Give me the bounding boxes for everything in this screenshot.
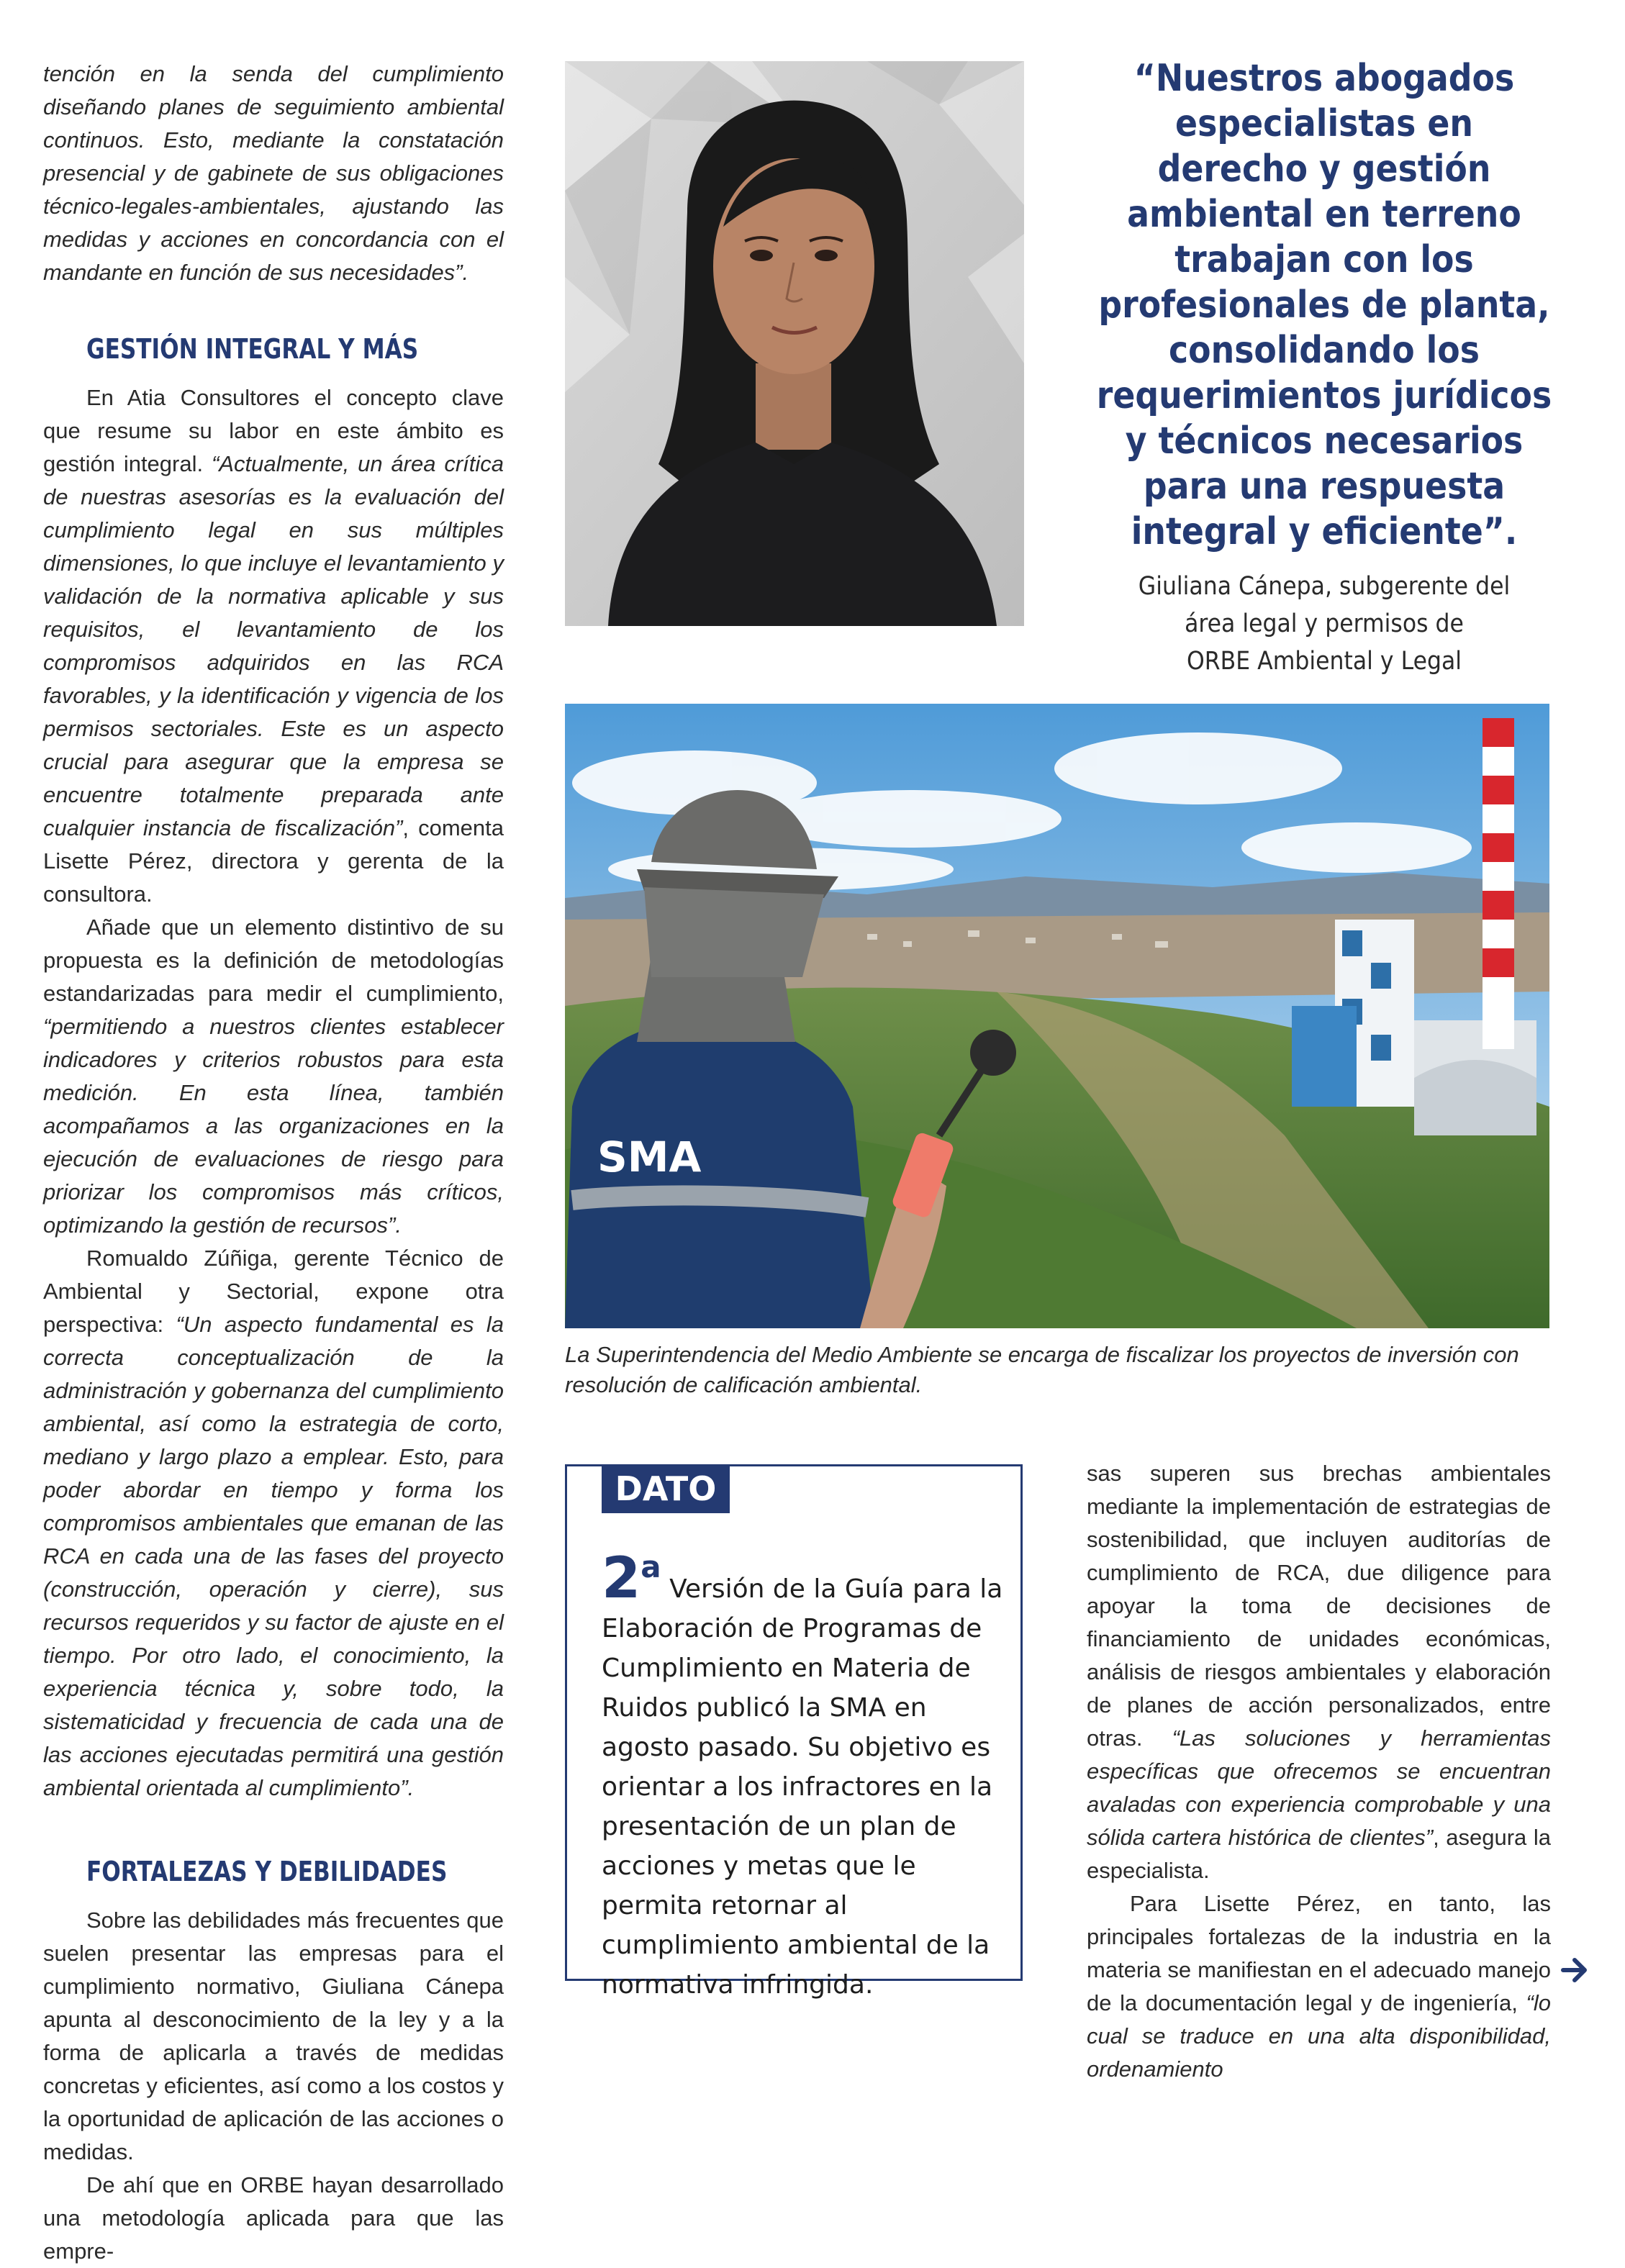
left-paragraph-3: Añade que un elemento distintivo de su propuesta es la definición de metodologías estandarizadas para medir el cumplimiento, “permitiendo a nuestros clientes establecer indicadores y criterios robustos para esta medición. En esta línea, también acompañamos a las organizaciones en la ejecución de evaluaciones de riesgo para priorizar los compromisos más críticos, optimizando la gestión de recursos”. — [43, 915, 504, 1238]
dato-body — [602, 1547, 1005, 2005]
dato-big-number: 2 — [602, 1546, 641, 1611]
vest-label: SMA — [597, 1133, 702, 1181]
quote-attribution-line-3: ORBE Ambiental y Legal — [1186, 647, 1462, 676]
left-paragraph-4: Romualdo Zúñiga, gerente Técnico de Ambiental y Sectorial, expone otra perspectiva: “Un aspecto fundamental es la correcta conceptualización de la administración y gobernanza del cumplimiento ambiental, así como la estrategia de corto, mediano y largo plazo a emplear. Esto, para poder abordar en tiempo y forma los compromisos ambientales que emanan de las RCA en cada una de las fases del proyecto (construcción, operación y cierre), sus recursos requeridos y su factor de ajuste en el tiempo. Por otro lado, el conocimiento, la experiencia técnica y, sobre todo, la sistematicidad y frecuencia de cada una de las acciones ejecutadas permitirá una gestión ambiental orientada al cumplimiento”. — [43, 1246, 504, 1800]
quote-attribution — [1091, 568, 1557, 680]
left-paragraph-2: En Atia Consultores el concepto clave que resume su labor en este ámbito es gestión integral. “Actualmente, un área crítica de nuestras asesorías es la evaluación del cumplimiento legal en sus múltiples dimensiones, lo que incluye el levantamiento y validación de la normativa aplicable y sus requisitos, el levantamiento de los compromisos adquiridos en las RCA favorables, y la identificación y vigencia de los permisos sectoriales. Este es un aspecto crucial para asegurar que la empresa se encuentre totalmente preparada ante cualquier instancia de fiscalización”, comenta Lisette Pérez, directora y gerenta de la consultora. — [43, 385, 504, 907]
left-paragraph-6: De ahí que en ORBE hayan desarrollado una metodología aplicada para que las empre- — [43, 2172, 504, 2264]
dato-text: Versión de la Guía para la Elaboración de Programas de Cumplimiento en Materia de Ruidos publicó la SMA en agosto pasado. Su objetivo es orientar a los infractores en la presentación de un plan de acciones y metas que le permita retornar al cumplimiento ambiental de la normativa infringida. — [602, 1574, 1003, 2000]
dato-box — [565, 1464, 1023, 2000]
left-column — [43, 58, 504, 2268]
right-paragraph-2: Para Lisette Pérez, en tanto, las principales fortalezas de la industria en la materia se manifiestan en el adecuado manejo de la documentación legal y de ingeniería, “lo cual se traduce en una alta disponibilidad, ordenamiento — [1087, 1891, 1551, 2082]
quote-attribution-line-1: Giuliana Cánepa, subgerente del — [1138, 572, 1511, 601]
heading-fortalezas: FORTALEZAS Y DEBILIDADES — [86, 1856, 448, 1887]
dato-superscript: a — [641, 1549, 661, 1584]
smokestack — [1483, 718, 1514, 1049]
left-paragraph-5: Sobre las debilidades más frecuentes que suelen presentar las empresas para el cumplimiento normativo, Giuliana Cánepa apunta al desconocimiento de la ley y a la forma de aplicarla a través de medidas concretas y eficientes, así como a los costos y la oportunidad de aplicación de las acciones o medidas. — [43, 1908, 504, 2164]
quote-text: “Nuestros abogados especialistas en derecho y gestión ambiental en terreno trabajan con los profesionales de planta, consolidando los requerimientos jurídicos y técnicos necesarios para una respuesta integral y eficiente”. — [1096, 57, 1552, 553]
pull-quote — [1065, 56, 1583, 680]
heading-gestion-integral: GESTIÓN INTEGRAL Y MÁS — [86, 333, 419, 365]
right-paragraph-1: sas superen sus brechas ambientales mediante la implementación de estrategias de sostenibilidad, que incluyen auditorías de cumplimiento de RCA, due diligence para apoyar la toma de decisiones de financiamiento de unidades económicas, análisis de riesgos ambientales y elaboración de planes de acción personalizados, entre otras. “Las soluciones y herramientas específicas que ofrecemos se encuentran avaladas con experiencia comprobable y una sólida cartera histórica de clientes”, asegura la especialista. — [1087, 1461, 1551, 1883]
continue-arrow-icon[interactable] — [1560, 1956, 1589, 1984]
portrait-photo — [565, 61, 1024, 626]
quote-attribution-line-2: área legal y permisos de — [1185, 609, 1464, 638]
photo-caption: La Superintendencia del Medio Ambiente se encarga de fiscalizar los proyectos de inversión con resolución de calificación ambiental. — [565, 1342, 1519, 1397]
right-column — [1087, 1457, 1551, 2086]
landscape-photo — [565, 704, 1549, 1328]
dato-tag: DATO — [602, 1464, 730, 1513]
left-paragraph-1: tención en la senda del cumplimiento diseñando planes de seguimiento ambiental continuos. Esto, mediante la constatación presencial y de gabinete de sus obligaciones técnico-legales-ambientales, ajustando las medidas y acciones en concordancia con el mandante en función de sus necesidades”. — [43, 61, 504, 285]
